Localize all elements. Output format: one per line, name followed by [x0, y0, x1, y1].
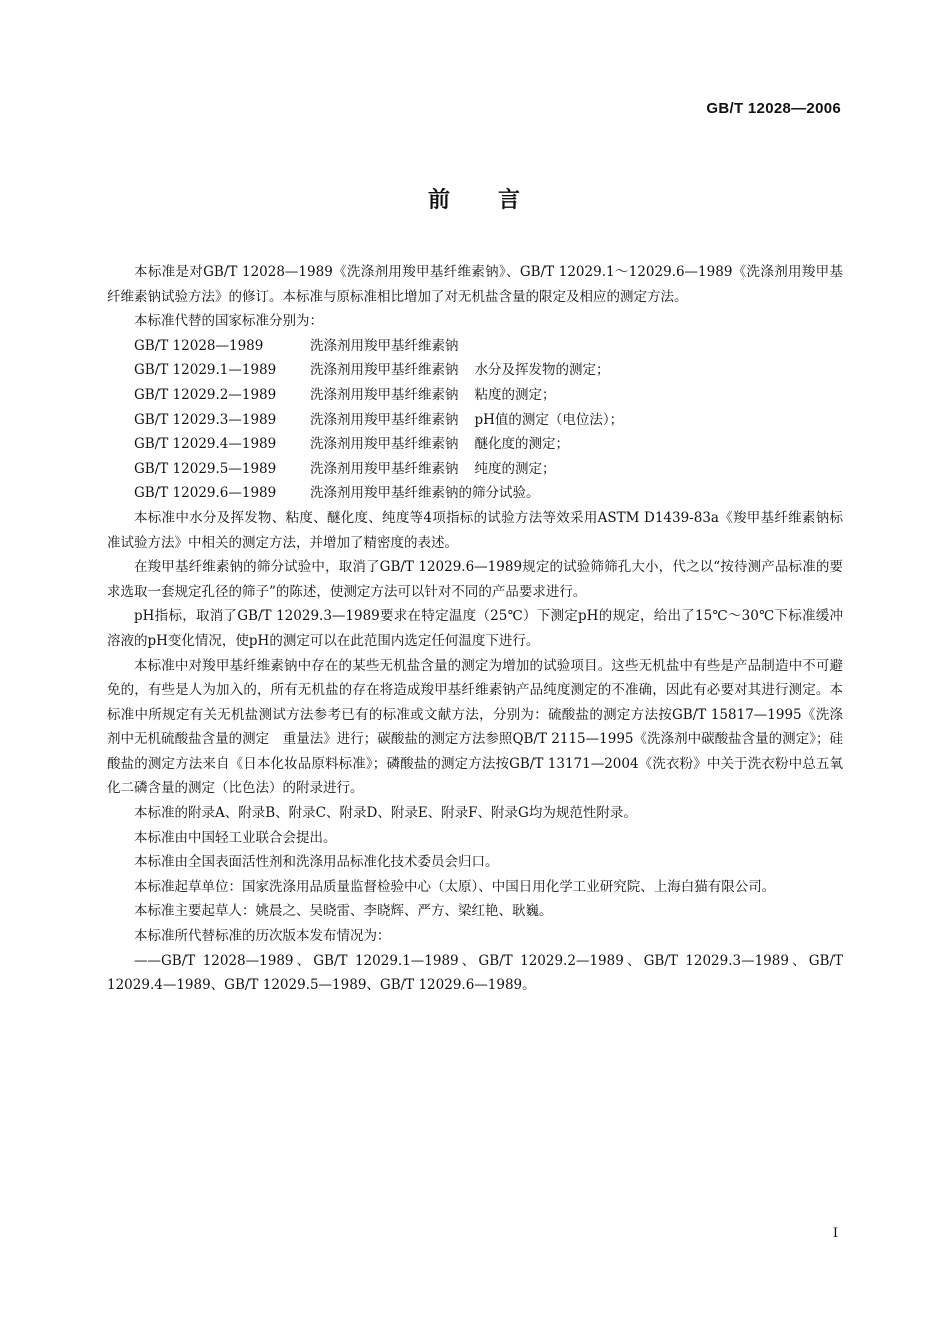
standard-title: 洗涤剂用羧甲基纤维素钠 [310, 386, 459, 403]
standard-code: GB/T 12029.2—1989 [134, 386, 277, 403]
standard-code: GB/T 12029.4—1989 [134, 436, 277, 453]
standard-code: GB/T 12029.6—1989 [134, 485, 277, 502]
replaced-standard-item [107, 358, 843, 383]
paragraph-sieve-test: 在羧甲基纤维素钠的筛分试验中，取消了GB/T 12029.6—1989规定的试验筛筛孔大小，代之以“按待测产品标准的要求选取一套规定孔径的筛子”的陈述，使测定方法可以针对不同的产品要求进行。 [107, 559, 843, 600]
replaced-standard-item [107, 383, 843, 408]
standard-title: 洗涤剂用羧甲基纤维素钠 [310, 411, 459, 428]
paragraph-drafters: 本标准主要起草人：姚晨之、吴晓雷、李晓辉、严方、梁红艳、耿巍。 [134, 903, 553, 920]
standard-subtitle: 水分及挥发物的测定； [474, 362, 610, 379]
paragraph-equivalent-methods: 本标准中水分及挥发物、粘度、醚化度、纯度等4项指标的试验方法等效采用ASTM D1439-83a《羧甲基纤维素钠标准试验方法》中相关的测定方法，并增加了精密度的表述。 [107, 509, 843, 551]
title-char-1: 前 [427, 188, 452, 213]
standard-subtitle: 醚化度的测定； [474, 436, 569, 453]
standard-title: 洗涤剂用羧甲基纤维素钠 [310, 362, 459, 379]
replaced-standard-item [107, 457, 843, 482]
paragraph-annexes: 本标准的附录A、附录B、附录C、附录D、附录E、附录F、附录G均为规范性附录。 [134, 805, 637, 822]
replaced-intro: 本标准代替的国家标准分别为： [134, 313, 323, 330]
standard-title: 洗涤剂用羧甲基纤维素钠 [310, 337, 459, 354]
intro-paragraph: 本标准是对GB/T 12028—1989《洗涤剂用羧甲基纤维素钠》、GB/T 12029.1～12029.6—1989《洗涤剂用羧甲基纤维素钠试验方法》的修订。本标准与原标准相比增加了对无机盐含量的限定及相应的测定方法。 [107, 264, 843, 305]
paragraph-committee: 本标准由全国表面活性剂和洗涤用品标准化技术委员会归口。 [134, 854, 499, 871]
standard-subtitle: pH值的测定（电位法）； [474, 411, 624, 428]
paragraph-proposer: 本标准由中国轻工业联合会提出。 [134, 829, 337, 846]
paragraph-history-intro: 本标准所代替标准的历次版本发布情况为： [134, 928, 391, 945]
replaced-standard-item [107, 432, 843, 457]
standard-code: GB/T 12028—1989 [134, 337, 264, 354]
replaced-standard-item [107, 481, 843, 506]
history-list: ——GB/T 12028—1989、GB/T 12029.1—1989、GB/T 12029.2—1989、GB/T 12029.3—1989、GB/T 12029.4—1989、GB/T 12029.5—1989、GB/T 12029.6—1989。 [107, 952, 843, 994]
replaced-standard-item [107, 408, 843, 433]
standard-code: GB/T 12029.5—1989 [134, 460, 277, 477]
title-char-2: 言 [498, 188, 523, 213]
paragraph-ph: pH指标，取消了GB/T 12029.3—1989要求在特定温度（25℃）下测定pH的规定，给出了15℃～30℃下标准缓冲溶液的pH变化情况，使pH的测定可以在此范围内选定任何温度下进行。 [107, 608, 843, 649]
foreword-body [107, 260, 843, 998]
paragraph-drafting-units: 本标准起草单位：国家洗涤用品质量监督检验中心（太原）、中国日用化学工业研究院、上海白猫有限公司。 [134, 878, 776, 895]
standard-title: 洗涤剂用羧甲基纤维素钠 [310, 460, 459, 477]
standard-code: GB/T 12029.3—1989 [134, 411, 277, 428]
standard-subtitle: 粘度的测定； [474, 386, 556, 403]
standard-code: GB/T 12029.1—1989 [134, 362, 277, 379]
standard-code-header: GB/T 12028—2006 [706, 100, 841, 117]
replaced-standard-item [107, 334, 843, 359]
standard-title: 洗涤剂用羧甲基纤维素钠的筛分试验。 [310, 485, 540, 502]
page-number: I [832, 1226, 838, 1241]
standard-title: 洗涤剂用羧甲基纤维素钠 [310, 436, 459, 453]
standard-subtitle: 纯度的测定； [474, 460, 556, 477]
paragraph-inorganic-salts: 本标准中对羧甲基纤维素钠中存在的某些无机盐含量的测定为增加的试验项目。这些无机盐中有些是产品制造中不可避免的，有些是人为加入的，所有无机盐的存在将造成羧甲基纤维素钠产品纯度测定的不准确，因此有必要对其进行测定。本标准中所规定有关无机盐测试方法参考已有的标准或文献方法，分别为：硫酸盐的测定方法按GB/T 15817—1995《洗涤剂中无机硫酸盐含量的测定 重量法》进行；碳酸盐的测定方法参照QB/T 2115—1995《洗涤剂中碳酸盐含量的测定》；硅酸盐的测定方法来自《日本化妆品原料标准》；磷酸盐的测定方法按GB/T 13171—2004《洗衣粉》中关于洗衣粉中总五氧化二磷含量的测定（比色法）的附录进行。 [107, 657, 843, 797]
page-title [0, 183, 950, 214]
